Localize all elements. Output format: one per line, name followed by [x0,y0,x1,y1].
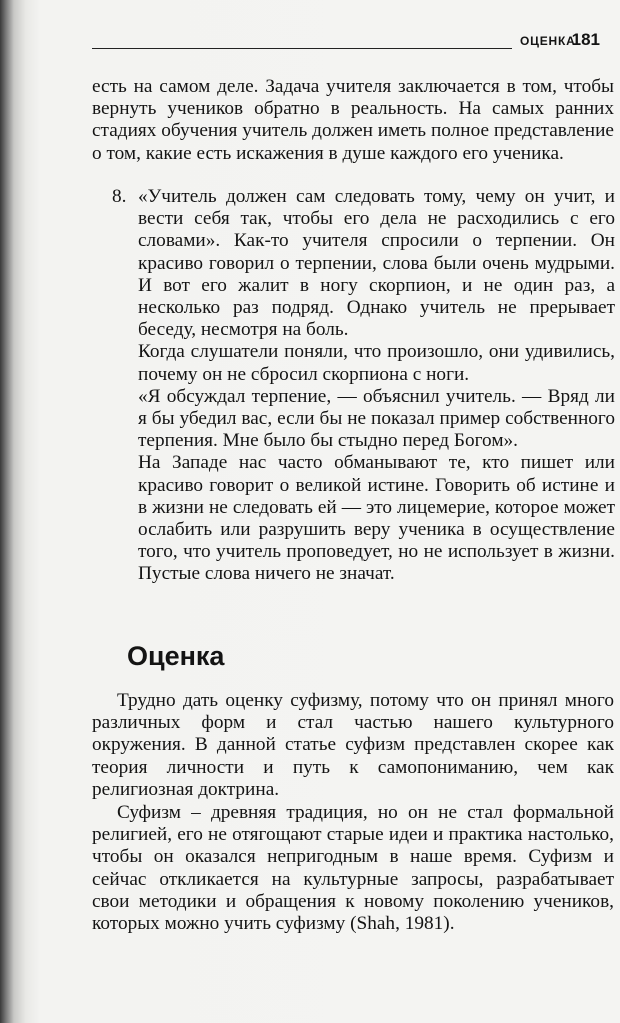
section-paragraph: Трудно дать оценку суфизму, потому что он принял много различных форм и стал частью нашего культурного окружения. В данной статье суфизм представлен скорее как теория личности и путь к самопониманию, чем как религиозная доктрина. [92,690,614,800]
running-title: ОЦЕНКА [520,34,576,48]
section-paragraph: Суфизм – древняя традиция, но он не стал формальной религией, его не отягощают старые идеи и практика настолько, чтобы он оказался непригодным в наше время. Суфизм и сейчас откликается на культурные запросы, разрабатывает свои методики и обращения к новому поколению учеников, которых можно учить суфизму (Shah, 1981). [92,802,614,935]
page-number: 181 [571,30,600,49]
list-item-paragraph: На Западе нас часто обманывают те, кто пишет или красиво говорит о великой истине. Говорить об истине и в жизни не следовать ей — это лицемерие, которое может ослабить или разрушить веру ученика в осуществление того, что учитель проповедует, но не использует в жизни. Пустые слова ничего не значат. [138,452,615,585]
continuation-paragraph: есть на самом деле. Задача учителя заключается в том, чтобы вернуть учеников обратно в реальность. На самых ранних стадиях обучения учитель должен иметь полное представление о том, какие есть искажения в душе каждого его ученика. [92,76,614,164]
list-item-paragraph: «Учитель должен сам следовать тому, чему он учит, и вести себя так, чтобы его дела не расходились с его словами». Как-то учителя спросили о терпении. Он красиво говорил о терпении, слова были очень мудрыми. И вот его жалит в ногу скорпион, и не один раз, а несколько раз подряд. Однако учитель не прерывает беседу, несмотря на боль. [138,186,615,341]
list-item-number: 8. [112,186,127,207]
section-heading: Оценка [127,641,225,671]
list-item-paragraph: Когда слушатели поняли, что произошло, они удивились, почему он не сбросил скорпиона с ноги. [138,341,615,385]
header-rule [92,48,512,49]
list-item-body [138,186,615,586]
list-item-paragraph: «Я обсуждал терпение, — объяснил учитель. — Вряд ли я бы убедил вас, если бы не показал пример собственного терпения. Мне было бы стыдно перед Богом». [138,385,615,452]
page-header [92,30,600,56]
